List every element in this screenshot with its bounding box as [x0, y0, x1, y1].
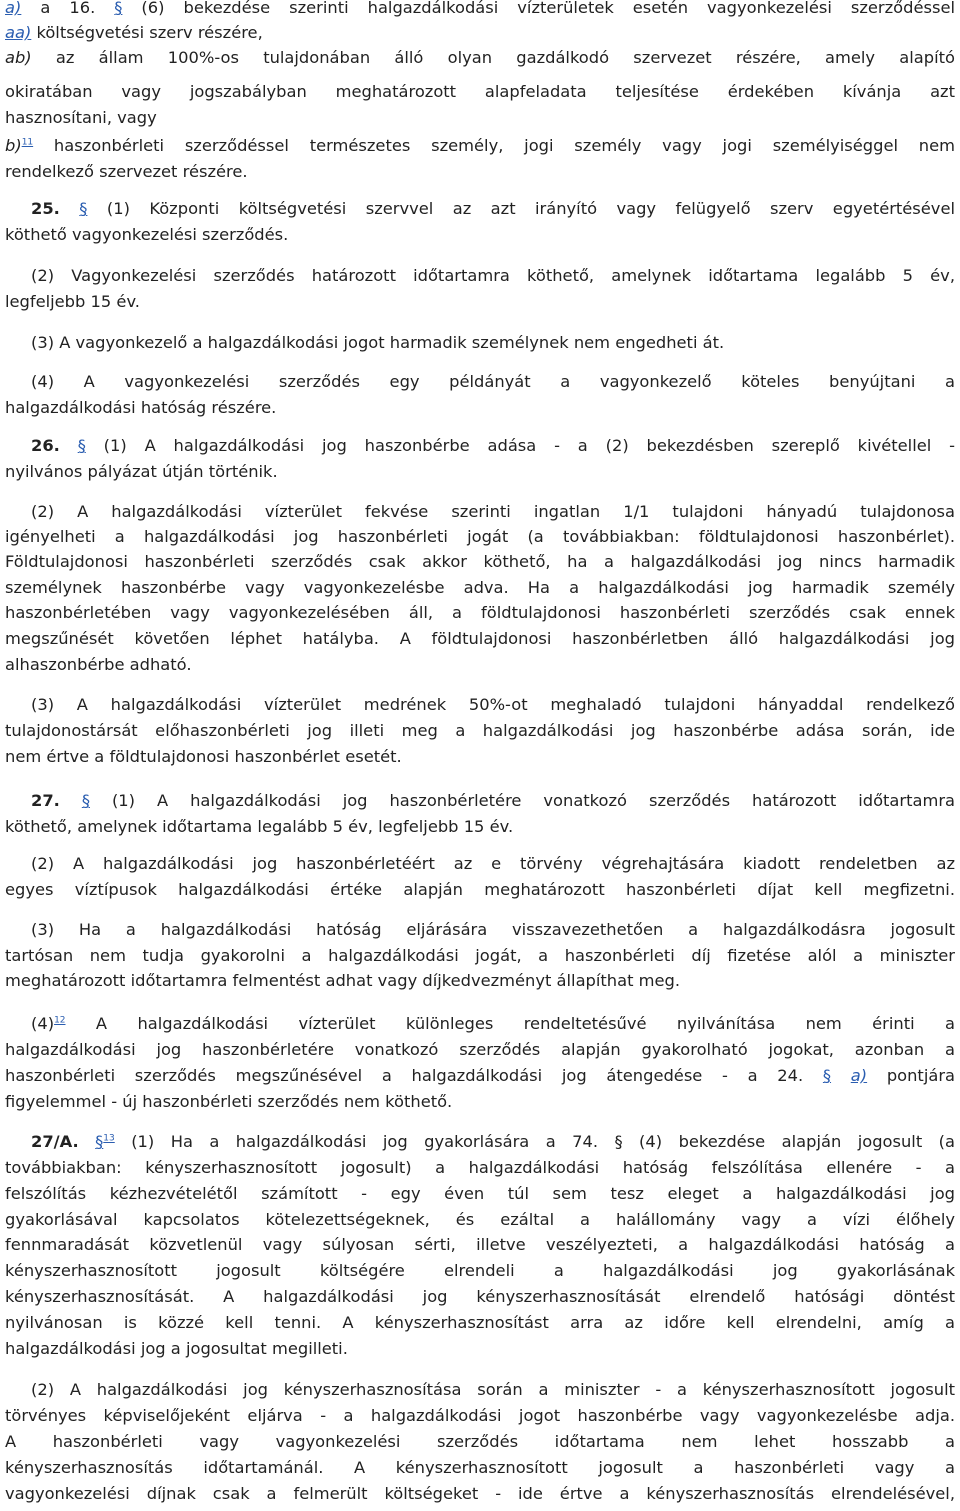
- text-line: (3) A vagyonkezelő a halgazdálkodási jogot harmadik személynek nem engedheti át.: [31, 333, 725, 352]
- text-line: okiratában vagy jogszabályban meghatározott alapfeladata teljesítése érdekében kívánja azt: [5, 82, 955, 101]
- text-line: fennmaradását közvetlenül vagy súlyosan sérti, illetve veszélyezteti, a halgazdálkodási hatóság a: [5, 1235, 955, 1254]
- text-line: igényelheti a halgazdálkodási jog haszonbérleti jogát (a továbbiakban: földtulajdonosi haszonbérlet).: [5, 527, 955, 546]
- text-line: halgazdálkodási jog haszonbérletére vonatkozó szerződés alapján gyakorolható jogokat, azonban a: [5, 1040, 955, 1059]
- section-link[interactable]: §: [114, 0, 123, 17]
- footnote-link[interactable]: 12: [54, 1015, 66, 1026]
- text-line: figyelemmel - új haszonbérleti szerződés nem köthető.: [5, 1092, 453, 1111]
- text-line: alhaszonbérbe adható.: [5, 655, 192, 674]
- section-link[interactable]: §: [81, 791, 90, 810]
- text-line: gyakorlásával kapcsolatos kötelezettségeknek, és ezáltal a halállomány vagy a vízi élőhely: [5, 1210, 955, 1229]
- paragraph-25-heading: 25. § (1) Központi költségvetési szervvel az azt irányító vagy felügyelő szerv egyetértésével: [31, 199, 955, 218]
- text-line: Földtulajdonosi haszonbérleti szerződés csak akkor köthető, ha a halgazdálkodási jog nincs harmadik: [5, 552, 955, 571]
- text-line: tartósan nem tudja gyakorolni a halgazdálkodási jogát, a haszonbérleti díj fizetése alól a miniszter: [5, 946, 955, 965]
- text-line: felszólítás kézhezvételétől számított - egy éven túl sem tesz eleget a halgazdálkodási jog: [5, 1184, 955, 1203]
- text-line: aa) költségvetési szerv részére,: [5, 23, 263, 42]
- text-line: rendelkező szervezet részére.: [5, 162, 248, 181]
- paragraph-26-heading: 26. § (1) A halgazdálkodási jog haszonbérbe adása - a (2) bekezdésben szereplő kivétellel -: [31, 436, 955, 455]
- text-line: A haszonbérleti vagy vagyonkezelési szerződés időtartama nem lehet hosszabb a: [5, 1432, 955, 1451]
- text-line: (3) A halgazdálkodási vízterület medrének 50%-ot meghaladó tulajdoni hányaddal rendelkező: [31, 695, 955, 714]
- text-line: tulajdonostársát előhaszonbérleti jog illeti meg a halgazdálkodási jog haszonbérbe adása során, ide: [5, 721, 955, 740]
- text-line: (2) A halgazdálkodási jog haszonbérletéért az e törvény végrehajtására kiadott rendeletben az: [31, 854, 955, 873]
- text-line: megszűnését követően léphet hatályba. A földtulajdonosi haszonbérletben álló halgazdálkodási jog: [5, 629, 955, 648]
- text-line: haszonbérleti szerződés megszűnésével a halgazdálkodási jog átengedése - a 24. § a) pontjára: [5, 1066, 955, 1085]
- text-line: legfeljebb 15 év.: [5, 292, 140, 311]
- text-line: továbbiakban: kényszerhasznosított jogosult) a halgazdálkodási hatóság felszólítása ellenére - a: [5, 1158, 955, 1177]
- text-line: b)$^{11}$ haszonbérleti szerződéssel természetes személy, jogi személy vagy jogi személyiséggel nem: [5, 136, 955, 155]
- text-line: (2) Vagyonkezelési szerződés határozott időtartamra köthető, amelynek időtartama legalább 5 év,: [31, 266, 955, 285]
- point-link[interactable]: a): [850, 1066, 868, 1085]
- text-line: köthető vagyonkezelési szerződés.: [5, 225, 289, 244]
- footnote-link[interactable]: 13: [103, 1133, 115, 1144]
- text-line: személynek haszonbérbe vagy vagyonkezelésbe adva. Ha a halgazdálkodási jog harmadik személy: [5, 578, 955, 597]
- text-line: halgazdálkodási hatóság részére.: [5, 398, 277, 417]
- section-link[interactable]: §: [822, 1066, 832, 1085]
- text-line: köthető, amelynek időtartama legalább 5 év, legfeljebb 15 év.: [5, 817, 514, 836]
- text-line: halgazdálkodási jog a jogosultat megilleti.: [5, 1339, 348, 1358]
- text-line: (2) A halgazdálkodási jog kényszerhasznosítása során a miniszter - a kényszerhasznosított jogosult: [31, 1380, 955, 1399]
- text-line: hasznosítani, vagy: [5, 108, 157, 127]
- text-line: kényszerhasznosítását. A halgazdálkodási jog kényszerhasznosítását elrendelő hatósági döntést: [5, 1287, 955, 1306]
- text-line: meghatározott időtartamra felmentést adhat vagy díjkedvezményt állapíthat meg.: [5, 971, 681, 990]
- text-line: kényszerhasznosítás időtartamánál. A kényszerhasznosított jogosult a haszonbérleti vagy a: [5, 1458, 955, 1477]
- text-line: $(4)^{12}$ A halgazdálkodási vízterület különleges rendeltetésűvé nyilvánítása nem érinti a: [31, 1014, 955, 1033]
- point-link[interactable]: aa): [5, 23, 32, 42]
- text-line: nyilvános pályázat útján történik.: [5, 462, 278, 481]
- text-line: nyilvánosan is közzé kell tenni. A kényszerhasznosítást arra az időre kell elrendelni, amíg a: [5, 1313, 955, 1332]
- section-link[interactable]: §: [79, 199, 88, 218]
- footnote-link[interactable]: 11: [21, 137, 34, 148]
- text-line: a) a 16. § (6) bekezdése szerinti halgazdálkodási vízterületek esetén vagyonkezelési szerződéssel: [5, 0, 955, 17]
- point-link[interactable]: a): [5, 0, 22, 17]
- text-line: vagyonkezelési díjnak csak a felmerült költségeket - ide értve a kényszerhasznosítás elrendelésével,: [5, 1484, 955, 1503]
- section-link[interactable]: §: [77, 436, 86, 455]
- text-line: haszonbérletében vagy vagyonkezelésében áll, a földtulajdonosi haszonbérleti szerződés csak ennek: [5, 603, 955, 622]
- section-link[interactable]: §: [95, 1132, 104, 1151]
- text-line: egyes víztípusok halgazdálkodási értéke alapján meghatározott haszonbérleti díjat kell megfizetni.: [5, 880, 955, 899]
- text-line: (2) A halgazdálkodási vízterület fekvése szerinti ingatlan 1/1 tulajdoni hányadú tulajdonosa: [31, 502, 955, 521]
- text-line: (3) Ha a halgazdálkodási hatóság eljárására visszavezethetően a halgazdálkodásra jogosult: [31, 920, 955, 939]
- text-line: ab) az állam 100%-os tulajdonában álló olyan gazdálkodó szervezet részére, amely alapító: [5, 48, 955, 67]
- text-line: nem értve a földtulajdonosi haszonbérlet esetét.: [5, 747, 402, 766]
- paragraph-27-heading: 27. § (1) A halgazdálkodási jog haszonbérletére vonatkozó szerződés határozott időtartamra: [31, 791, 955, 810]
- text-line: kényszerhasznosított jogosult költségére elrendeli a halgazdálkodási jog gyakorlásának: [5, 1261, 955, 1280]
- paragraph-27a-heading: 27/A. §$^{13}$ (1) Ha a halgazdálkodási jog gyakorlására a 74. § (4) bekezdése alapján jogosult (a: [31, 1132, 955, 1151]
- text-line: (4) A vagyonkezelési szerződés egy példányát a vagyonkezelő köteles benyújtani a: [31, 372, 955, 391]
- text-line: törvényes képviselőjeként eljárva - a halgazdálkodási jogot haszonbérbe vagy vagyonkezelésbe adja.: [5, 1406, 955, 1425]
